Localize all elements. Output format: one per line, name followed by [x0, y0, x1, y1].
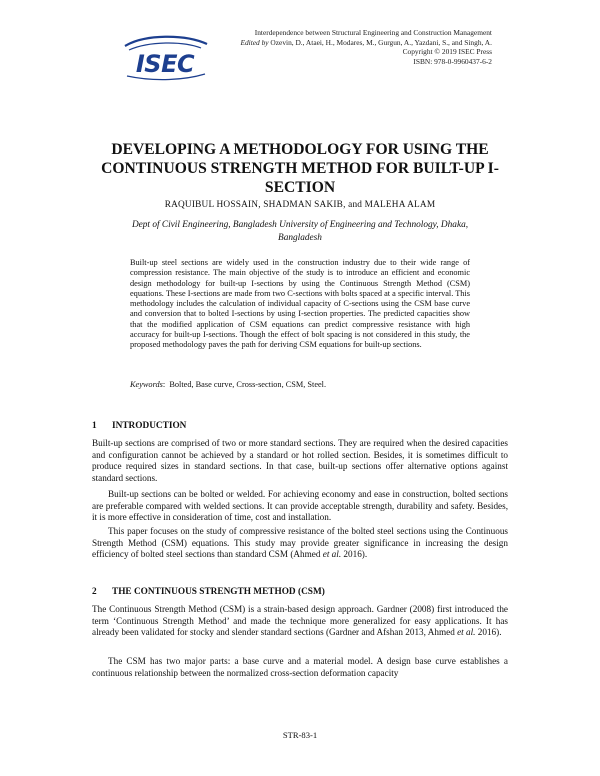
header-line-copyright: Copyright © 2019 ISEC Press [402, 47, 492, 57]
csm-paragraph-2: The CSM has two major parts: a base curve and a material model. A design base curve establishes a continuous relationship between the normalized cross-section deformation capacity [92, 656, 508, 678]
header-line-editors [230, 38, 492, 48]
csm-paragraph-1: The Continuous Strength Method (CSM) is a strain-based design approach. Gardner (2008) first introduced the term ‘Continuous Strength Method’ and made the technique more generalized for easy applications. It has already been validated for stocky and slender standard sections (Gardner and Afshan 2013, Ahmed et al. 2016). [92, 604, 508, 638]
paper-title: DEVELOPING A METHODOLOGY FOR USING THE CONTINUOUS STRENGTH METHOD FOR BUILT-UP I-SECTION [101, 141, 499, 196]
logo-swoosh-inner [129, 43, 201, 50]
section-title: INTRODUCTION [112, 421, 187, 431]
keywords: Keywords: Bolted, Base curve, Cross-section, CSM, Steel. [130, 380, 327, 389]
intro-paragraph-1: Built-up sections are comprised of two or more standard sections. They are required when the desired capacities and configuration cannot be achieved by a standard or hot rolled section. Besides, it is sometimes difficult to produce required sizes in standard sections. In that case, built-up sections offer alternative options against standard sections. [92, 438, 508, 483]
section-number: 1 [92, 421, 97, 431]
section-heading-csm [92, 587, 325, 597]
conference-header [230, 28, 492, 66]
abstract: Built-up steel sections are widely used in the construction industry due to their wide range of compression resistance. The main objective of the study is to introduce an efficient and economic design methodology for built-up I-sections by using the Continuous Strength Method (CSM) equations. These I-sections are made from two C-sections with bolts spaced at a specific interval. This methodology includes the calculation of individual capacity of C-sections using the CSM base curve and conversion that to bolted I-sections by using I-section properties. The predicted capacities show that the modified application of CSM equations can predict compressive resistance with high accuracy for built-up I-sections. Though the effect of bolt spacing is not considered in this study, the proposed methodology paves the path for deriving CSM equations for built-up sections. [130, 258, 470, 350]
section-number: 2 [92, 587, 97, 597]
keywords-text: Bolted, Base curve, Cross-section, CSM, Steel. [169, 380, 327, 389]
author-affiliation: Dept of Civil Engineering, Bangladesh University of Engineering and Technology, Dhaka, Bangladesh [131, 220, 469, 243]
section-heading-introduction [92, 421, 186, 431]
header-edited-by: Edited by [240, 37, 269, 47]
paper-authors: RAQUIBUL HOSSAIN, SHADMAN SAKIB, and MALEHA ALAM [164, 200, 436, 210]
header-line-proceedings: Interdependence between Structural Engineering and Construction Management [254, 28, 492, 37]
logo-text: ISEC [135, 50, 195, 78]
intro-paragraph-3: This paper focuses on the study of compressive resistance of the bolted steel sections using the Continuous Strength Method (CSM) equations. This study may provide greater significance in increasing the design efficiency of bolted steel sections than standard CSM (Ahmed et al. 2016). [92, 526, 508, 560]
section-title: THE CONTINUOUS STRENGTH METHOD (CSM) [112, 587, 325, 597]
logo-swoosh-top [125, 37, 207, 46]
isec-logo-graphic [115, 32, 215, 82]
intro-paragraph-2: Built-up sections can be bolted or welded. For achieving economy and ease in construction, bolted sections are preferable compared with welded sections. It can provide acceptable strength, durability and safety. Besides, it is more effective in consideration of time, cost and installation. [92, 489, 508, 523]
isec-logo [115, 32, 215, 82]
keywords-label: Keywords [130, 380, 163, 389]
header-editors-names: Ozevin, D., Ataei, H., Modares, M., Gurgun, A., Yazdani, S., and Singh, A. [270, 37, 492, 47]
header-line-isbn: ISBN: 978-0-9960437-6-2 [413, 56, 492, 66]
page-number: STR-83-1 [282, 730, 318, 740]
